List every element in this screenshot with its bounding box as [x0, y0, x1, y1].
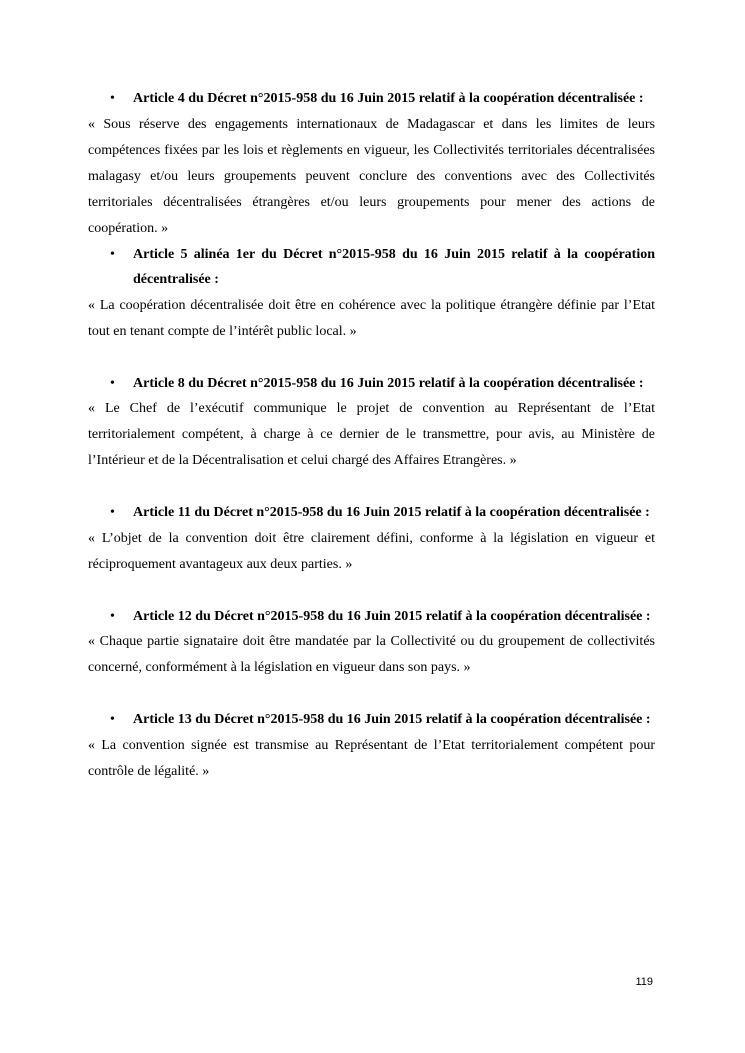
article-heading	[88, 707, 655, 733]
article-heading	[88, 604, 655, 630]
article-title: Article 13 du Décret n°2015-958 du 16 Juin 2015 relatif à la coopération décentralisée :	[133, 712, 651, 727]
bullet-icon: •	[110, 91, 115, 106]
bullet-icon: •	[110, 505, 115, 520]
page-number: 119	[635, 976, 653, 988]
article-title: Article 8 du Décret n°2015-958 du 16 Juin 2015 relatif à la coopération décentralisée :	[133, 375, 644, 391]
article-12-section	[88, 604, 655, 682]
bullet-icon: •	[110, 712, 115, 727]
article-heading	[88, 242, 655, 293]
bullet-icon: •	[110, 246, 115, 262]
bullet-icon: •	[110, 608, 115, 624]
article-quote: « La convention signée est transmise au Représentant de l’Etat territorialement compétent pour contrôle de légalité. »	[88, 737, 655, 779]
article-13-section	[88, 707, 655, 785]
article-quote: « Chaque partie signataire doit être mandatée par la Collectivité ou du groupement de collectivités concerné, conformément à la législation en vigueur dans son pays. »	[88, 634, 655, 675]
article-title: Article 4 du Décret n°2015-958 du 16 Juin 2015 relatif à la coopération décentralisée :	[133, 91, 644, 106]
article-title: Article 12 du Décret n°2015-958 du 16 Juin 2015 relatif à la coopération décentralisée :	[133, 608, 651, 624]
document-body	[88, 86, 655, 785]
article-4-section	[88, 86, 655, 242]
article-quote: « Le Chef de l’exécutif communique le projet de convention au Représentant de l’Etat territorialement compétent, à charge à ce dernier de le transmettre, pour avis, au Ministère de l’Intérieur et de la Décentralisation et celui chargé des Affaires Etrangères. »	[88, 401, 655, 468]
article-11-section	[88, 500, 655, 578]
article-5-section	[88, 242, 655, 345]
article-quote: « La coopération décentralisée doit être en cohérence avec la politique étrangère définie par l’Etat tout en tenant compte de l’intérêt public local. »	[88, 297, 655, 339]
article-title: Article 5 alinéa 1er du Décret n°2015-958 du 16 Juin 2015 relatif à la coopération décentralisée :	[133, 246, 655, 287]
article-heading	[88, 86, 655, 112]
article-heading	[88, 500, 655, 526]
article-8-section	[88, 371, 655, 475]
article-quote: « L’objet de la convention doit être clairement défini, conforme à la législation en vigueur et réciproquement avantageux aux deux parties. »	[88, 530, 655, 572]
bullet-icon: •	[110, 375, 115, 391]
article-quote: « Sous réserve des engagements internationaux de Madagascar et dans les limites de leurs compétences fixées par les lois et règlements en vigueur, les Collectivités territoriales décentralisées malagasy et/ou leurs groupements peuvent conclure des conventions avec des Collectivités territoriales décentralisées étrangères et/ou leurs groupements pour mener des actions de coopération. »	[88, 116, 655, 236]
article-heading	[88, 371, 655, 397]
article-title: Article 11 du Décret n°2015-958 du 16 Juin 2015 relatif à la coopération décentralisée :	[133, 505, 650, 520]
